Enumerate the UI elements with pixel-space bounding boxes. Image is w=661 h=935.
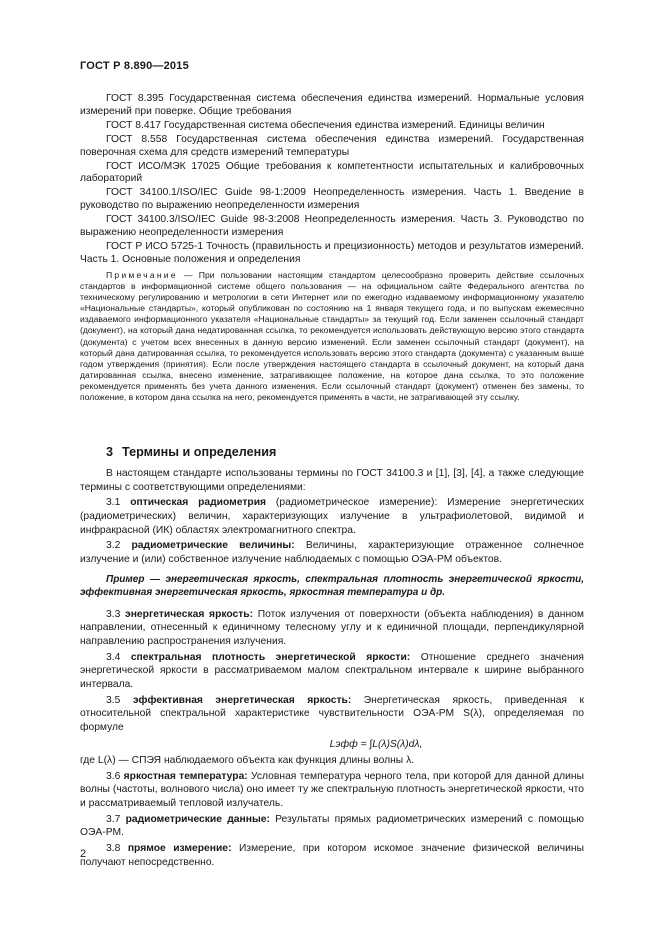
term-definition: Результаты прямых радиометрических измерений с помощью ОЭА-РМ. (80, 813, 584, 839)
reference-item: ГОСТ 8.417 Государственная система обеспечения единства измерений. Единицы величин (106, 119, 545, 131)
term-number: 3.2 (106, 540, 121, 552)
formula-explanation: где L(λ) — СПЭЯ наблюдаемого объекта как функция длины волны λ. (80, 755, 415, 767)
note-paragraph (80, 270, 584, 403)
term-definition: Энергетическая яркость, приведенная к относительной спектральной характеристике чувствительности ОЭА-РМ S(λ), определяемая по формуле (80, 694, 585, 733)
reference-item: ГОСТ ИСО/МЭК 17025 Общие требования к компетентности испытательных и калибровочных лабораторий (80, 160, 584, 185)
note-block (80, 270, 584, 403)
section-number: 3 (106, 445, 114, 459)
reference-item: ГОСТ 8.395 Государственная система обеспечения единства измерений. Нормальные условия измерений при поверке. Общие требования (80, 93, 584, 117)
example-paragraph: Пример — энергетическая яркость, спектральная плотность энергетической яркости, эффективная энергетическая яркость, яркостная температура и др. (80, 573, 584, 599)
section-heading (106, 445, 276, 459)
term-name: энергетическая яркость: (125, 608, 254, 620)
formula: Lэфф = ∫L(λ)S(λ)dλ, (329, 739, 423, 751)
term-name: радиометрические величины: (131, 540, 295, 552)
term-number: 3.6 (106, 770, 121, 782)
term-number: 3.7 (106, 813, 121, 825)
term-definition: (радиометрическое измерение): Измерение энергетических (радиометрических) величин, характеризующих излучение в ультрафиолетовой, видимой и инфракрасной (ИК) областях электромагнитного спектра. (80, 497, 585, 536)
section-title: Термины и определения (122, 445, 277, 459)
term-name: спектральная плотность энергетической яркости: (130, 651, 411, 663)
term-3-5 (80, 694, 584, 735)
term-name: эффективная энергетическая яркость: (132, 694, 352, 706)
reference-item: ГОСТ 34100.1/ISO/IEC Guide 98-1:2009 Неопределенность измерения. Часть 1. Введение в руководство по выражению неопределенности измерения (80, 187, 584, 212)
term-name: радиометрические данные: (125, 813, 270, 825)
reference-item: ГОСТ Р ИСО 5725-1 Точность (правильность и прецизионность) методов и результатов измерений. Часть 1. Основные положения и определения (80, 240, 584, 265)
reference-item: ГОСТ 34100.3/ISO/IEC Guide 98-3:2008 Неопределенность измерения. Часть 3. Руководство по выражению неопределенности измерения (80, 214, 584, 238)
reference-item: ГОСТ 8.558 Государственная система обеспечения единства измерений. Государственная поверочная схема для средств измерений температуры (80, 133, 584, 158)
note-label: Примечание (106, 270, 178, 280)
term-name: оптическая радиометрия (130, 497, 267, 509)
term-definition: Поток излучения от поверхности (объекта наблюдения) в данном направлении, отнесенный к единичному телесному углу и к единичной площади, перпендикулярной направлению распространения излучения. (80, 608, 584, 647)
term-number: 3.1 (106, 497, 121, 509)
document-header: ГОСТ Р 8.890—2015 (80, 60, 189, 72)
note-text: — При пользовании настоящим стандартом целесообразно проверить действие ссылочных стандартов в информационной системе общего пользования — на официальном сайте Федерального агентства по техническому регулированию и метрологии в сети Интернет или по ежегодно издаваемому информационному указателю «Национальные стандарты», который опубликован по состоянию на 1 января текущего года, и по выпускам ежемесячно издаваемого информационного указателя «Национальные стандарты» за текущий год. Если заменен ссылочный стандарт (документ), на который дана недатированная ссылка, то рекомендуется использовать действующую версию этого стандарта (документа) с учетом всех внесенных в данную версию изменений. Если заменен ссылочный стандарт (документ), на который дана датированная ссылка, то рекомендуется использовать версию этого стандарта (документа) с указанным выше годом утверждения (принятия). Если после утверждения настоящего стандарта в ссылочный документ, на который дана датированная ссылка, внесено изменение, затрагивающее положение, на которое дана ссылка, то это положение рекомендуется применять без учета данного изменения. Если ссылочный стандарт (документ) отменен без замены, то положение, в котором дана ссылка на него, рекомендуется применять в части, не затрагивающей эту ссылку. (80, 270, 584, 403)
page-number: 2 (80, 848, 87, 860)
terms-intro: В настоящем стандарте использованы термины по ГОСТ 34100.3 и [1], [3], [4], а также следующие термины с соответствующими определениями: (80, 468, 584, 493)
terms-body (80, 467, 584, 872)
term-3-8 (80, 842, 584, 869)
term-3-1 (80, 496, 584, 537)
term-number: 3.4 (106, 651, 121, 663)
term-definition: Условная температура черного тела, при которой для данной длины волны (частоты, волнового числа) оно имеет ту же спектральную плотность энергетической яркости, что и рассматриваемый тепловой излучатель. (80, 770, 584, 809)
term-number: 3.3 (106, 608, 121, 620)
term-number: 3.8 (106, 843, 121, 855)
term-3-3 (80, 608, 584, 649)
normative-references (80, 93, 584, 268)
term-name: яркостная температура: (123, 770, 248, 782)
term-3-7 (80, 813, 584, 840)
term-definition: Отношение среднего значения энергетической яркости в рассматриваемом малом спектральном интервале к ширине выбранного интервала. (80, 651, 584, 690)
term-number: 3.5 (106, 694, 121, 706)
term-3-4 (80, 651, 584, 692)
term-3-6 (80, 770, 584, 811)
term-definition: Величины, характеризующие отраженное солнечное излучение и (или) собственное излучение наблюдаемых с помощью ОЭА-РМ объектов. (80, 540, 584, 565)
term-definition: Измерение, при котором искомое значение физической величины получают непосредственно. (80, 843, 584, 868)
term-3-2 (80, 539, 584, 566)
term-name: прямое измерение: (127, 843, 232, 855)
